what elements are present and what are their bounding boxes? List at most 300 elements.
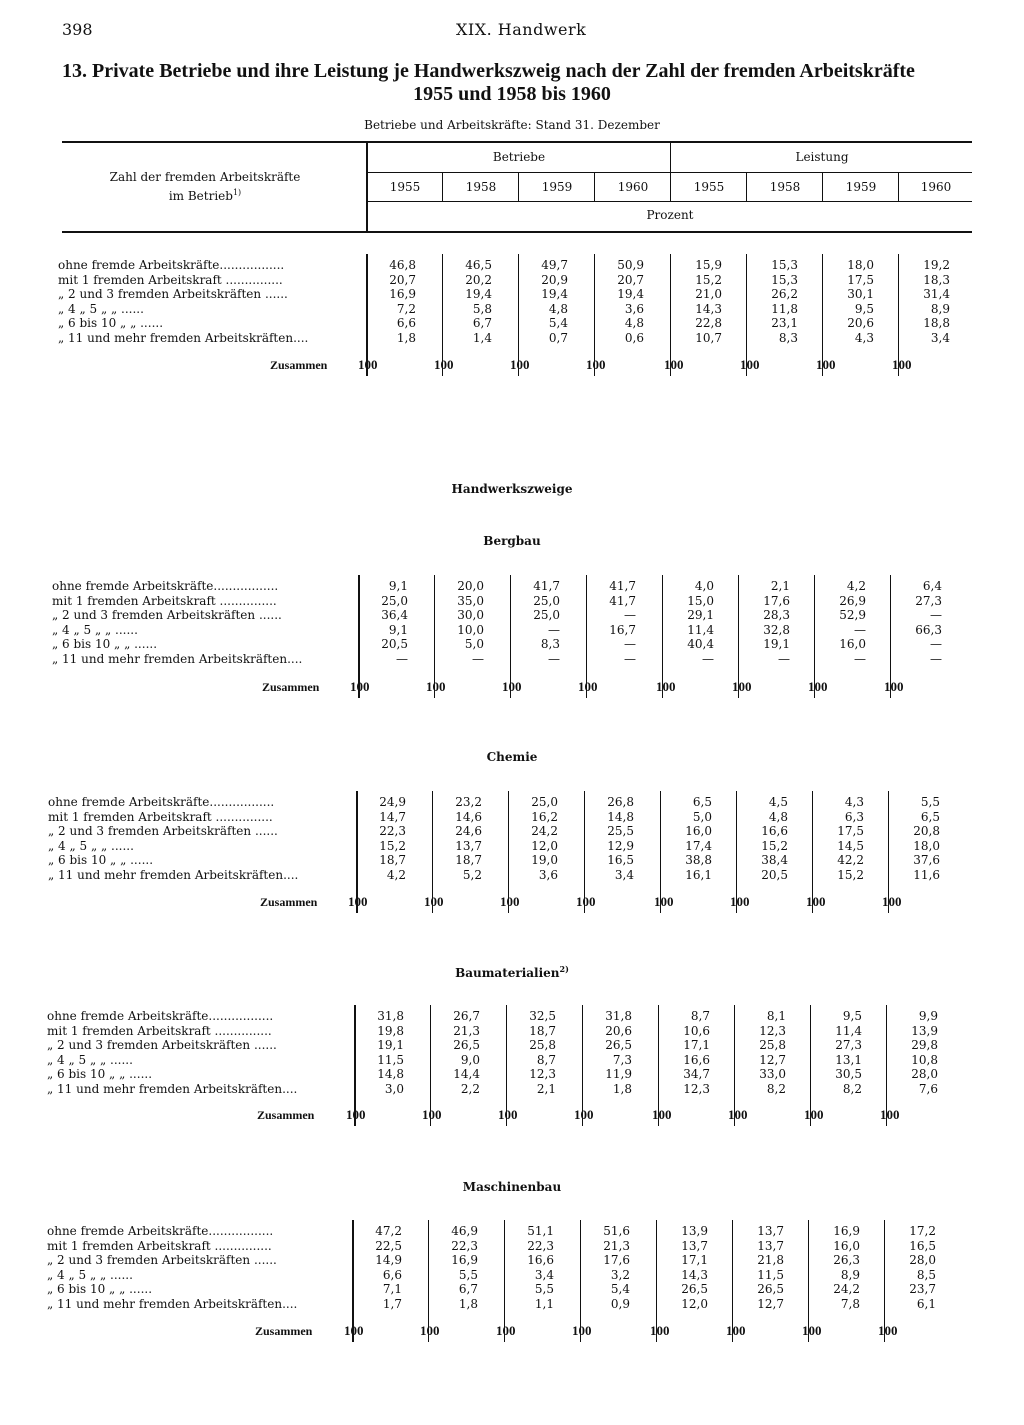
table-cell: 17,2	[909, 1224, 936, 1238]
table-cell: 12,0	[531, 838, 558, 853]
table-cell: 12,3	[759, 1023, 786, 1038]
total-cell: 100	[578, 679, 598, 694]
table-cell: 30,0	[457, 608, 484, 622]
table-row	[0, 868, 1024, 882]
subsection-heading: Handwerkszweige	[451, 482, 573, 496]
section-title	[0, 1180, 1024, 1194]
table-cell: 5,4	[548, 316, 568, 330]
table-cell: 11,4	[687, 622, 714, 637]
header-divider	[746, 173, 747, 201]
table-cell: 2,2	[460, 1081, 480, 1096]
total-cell: 100	[426, 679, 446, 694]
table-cell: 7,3	[612, 1052, 632, 1067]
year-header: 1959	[541, 180, 573, 194]
table-cell: 5,5	[534, 1282, 554, 1296]
row-label-header-line2: im Betrieb	[168, 189, 233, 203]
table-cell: 16,2	[531, 809, 558, 824]
table-row	[0, 258, 1024, 272]
table-row	[0, 652, 1024, 666]
table-cell: —	[396, 651, 408, 666]
table-cell: 1,1	[534, 1296, 554, 1311]
table-cell: 25,8	[759, 1038, 786, 1052]
total-cell: 100	[652, 1107, 672, 1122]
year-header: 1955	[693, 180, 725, 194]
table-cell: 51,6	[603, 1224, 630, 1238]
table-cell: 6,7	[472, 316, 492, 330]
total-cell: 100	[574, 1107, 594, 1122]
table-cell: 4,8	[768, 809, 788, 824]
row-label: „ 4 „ 5 „ „ ......	[47, 1052, 133, 1067]
table-cell: 5,0	[464, 637, 484, 651]
table-row	[0, 287, 1024, 301]
total-row	[0, 680, 1024, 694]
table-row	[0, 316, 1024, 330]
row-label: „ 2 und 3 fremden Arbeitskräften ......	[48, 824, 278, 838]
table-cell: 18,7	[379, 853, 406, 867]
table-cell: 6,1	[916, 1296, 936, 1311]
total-cell: 100	[650, 1323, 670, 1338]
table-cell: 6,4	[922, 579, 942, 593]
table-cell: 9,5	[854, 301, 874, 316]
table-cell: —	[548, 651, 560, 666]
table-cell: 50,9	[617, 258, 644, 272]
row-label: ohne fremde Arbeitskräfte.................	[52, 579, 279, 593]
table-cell: 16,0	[839, 637, 866, 651]
table-cell: 5,5	[458, 1267, 478, 1282]
table-cell: 26,5	[453, 1038, 480, 1052]
table-cell: 12,7	[757, 1296, 784, 1311]
total-cell: 100	[420, 1323, 440, 1338]
total-cell: 100	[892, 357, 912, 372]
table-cell: 26,8	[607, 795, 634, 809]
table-cell: 2,1	[770, 579, 790, 593]
table-cell: 6,5	[920, 809, 940, 824]
table-cell: 11,9	[605, 1067, 632, 1081]
section-title	[0, 964, 1024, 980]
table-row	[0, 810, 1024, 824]
total-cell: 100	[498, 1107, 518, 1122]
footnote-marker: 2)	[559, 964, 569, 974]
row-label: „ 2 und 3 fremden Arbeitskräften ......	[47, 1253, 277, 1267]
header-divider	[594, 173, 595, 201]
table-cell: 8,3	[778, 330, 798, 345]
table-title-years: 1955 und 1958 bis 1960	[413, 83, 611, 105]
total-cell: 100	[728, 1107, 748, 1122]
table-cell: 20,5	[761, 867, 788, 882]
table-cell: 6,6	[396, 316, 416, 330]
year-header: 1959	[845, 180, 877, 194]
table-cell: 10,8	[911, 1052, 938, 1067]
table-cell: 19,1	[763, 637, 790, 651]
table-cell: 51,1	[527, 1224, 554, 1238]
table-cell: 49,7	[541, 258, 568, 272]
table-cell: 15,3	[771, 258, 798, 272]
table-cell: 4,3	[844, 795, 864, 809]
total-cell: 100	[350, 679, 370, 694]
row-label: „ 6 bis 10 „ „ ......	[52, 637, 158, 651]
total-cell: 100	[496, 1323, 516, 1338]
table-row	[0, 1253, 1024, 1267]
table-row	[0, 623, 1024, 637]
table-cell: 7,2	[396, 301, 416, 316]
table-cell: 14,9	[375, 1253, 402, 1267]
table-cell: 16,9	[389, 287, 416, 301]
table-cell: —	[930, 651, 942, 666]
table-row	[0, 1082, 1024, 1096]
table-cell: 46,8	[389, 258, 416, 272]
table-cell: 20,5	[381, 637, 408, 651]
table-cell: 31,8	[605, 1009, 632, 1023]
total-label: Zusammen	[260, 895, 318, 909]
table-row	[0, 1024, 1024, 1038]
table-cell: 26,3	[833, 1253, 860, 1267]
table-cell: 9,5	[842, 1009, 862, 1023]
table-cell: 14,3	[681, 1267, 708, 1282]
table-cell: 5,8	[472, 301, 492, 316]
table-cell: 20,2	[465, 272, 492, 287]
table-cell: 25,0	[533, 608, 560, 622]
table-cell: 15,2	[761, 838, 788, 853]
table-cell: 4,8	[548, 301, 568, 316]
unit-label: Prozent	[646, 208, 694, 222]
table-cell: 3,2	[610, 1267, 630, 1282]
total-cell: 100	[730, 894, 750, 909]
table-cell: 5,0	[692, 809, 712, 824]
table-cell: 16,6	[527, 1253, 554, 1267]
table-cell: 12,9	[607, 838, 634, 853]
table-cell: 6,3	[844, 809, 864, 824]
table-cell: 22,3	[379, 824, 406, 838]
table-subtitle: Betriebe und Arbeitskräfte: Stand 31. Dezember	[364, 118, 660, 132]
total-label: Zusammen	[257, 1108, 315, 1122]
table-cell: 13,7	[681, 1238, 708, 1253]
table-cell: 16,0	[833, 1238, 860, 1253]
header-top-rule	[62, 141, 972, 143]
header-divider	[822, 173, 823, 201]
table-cell: 17,6	[603, 1253, 630, 1267]
table-cell: 32,8	[763, 622, 790, 637]
year-header: 1958	[465, 180, 497, 194]
table-cell: 17,5	[847, 272, 874, 287]
year-header: 1960	[617, 180, 649, 194]
total-cell: 100	[344, 1323, 364, 1338]
table-cell: 25,5	[607, 824, 634, 838]
table-cell: 10,0	[457, 622, 484, 637]
table-cell: 18,0	[847, 258, 874, 272]
table-cell: 41,7	[533, 579, 560, 593]
total-cell: 100	[510, 357, 530, 372]
table-cell: 23,2	[455, 795, 482, 809]
table-cell: 26,7	[453, 1009, 480, 1023]
table-cell: 42,2	[837, 853, 864, 867]
table-cell: 24,9	[379, 795, 406, 809]
table-cell: 41,7	[609, 579, 636, 593]
table-cell: 26,2	[771, 287, 798, 301]
table-row	[0, 1067, 1024, 1081]
section-title-text: Bergbau	[483, 534, 541, 548]
table-cell: 26,5	[605, 1038, 632, 1052]
section-title	[0, 750, 1024, 764]
total-cell: 100	[654, 894, 674, 909]
header-divider	[518, 173, 519, 201]
table-cell: 31,8	[377, 1009, 404, 1023]
table-cell: 27,3	[835, 1038, 862, 1052]
table-cell: 35,0	[457, 593, 484, 608]
table-cell: 29,8	[911, 1038, 938, 1052]
total-cell: 100	[572, 1323, 592, 1338]
row-label: ohne fremde Arbeitskräfte.................	[58, 258, 285, 272]
table-cell: 5,5	[920, 795, 940, 809]
total-label: Zusammen	[270, 358, 328, 372]
row-label: „ 6 bis 10 „ „ ......	[47, 1067, 153, 1081]
total-label: Zusammen	[255, 1324, 313, 1338]
table-cell: 17,5	[837, 824, 864, 838]
table-cell: 38,4	[761, 853, 788, 867]
table-cell: —	[472, 651, 484, 666]
table-cell: 37,6	[913, 853, 940, 867]
table-cell: 17,1	[683, 1038, 710, 1052]
row-label: mit 1 fremden Arbeitskraft ...............	[47, 1023, 272, 1038]
table-cell: 33,0	[759, 1067, 786, 1081]
total-cell: 100	[664, 357, 684, 372]
table-cell: 17,4	[685, 838, 712, 853]
table-cell: 26,9	[839, 593, 866, 608]
table-cell: 20,9	[541, 272, 568, 287]
table-cell: 14,7	[379, 809, 406, 824]
group-leistung: Leistung	[795, 150, 849, 164]
table-cell: 16,9	[451, 1253, 478, 1267]
table-cell: 15,2	[695, 272, 722, 287]
table-cell: 14,5	[837, 838, 864, 853]
table-cell: 36,4	[381, 608, 408, 622]
table-cell: 16,7	[609, 622, 636, 637]
row-label: „ 6 bis 10 „ „ ......	[47, 1282, 153, 1296]
row-label: „ 6 bis 10 „ „ ......	[58, 316, 164, 330]
table-cell: 7,6	[918, 1081, 938, 1096]
table-cell: 13,9	[681, 1224, 708, 1238]
table-cell: 38,8	[685, 853, 712, 867]
table-cell: 40,4	[687, 637, 714, 651]
row-label: „ 2 und 3 fremden Arbeitskräften ......	[47, 1038, 277, 1052]
row-label: „ 11 und mehr fremden Arbeitskräften....	[48, 867, 299, 882]
table-cell: 19,1	[377, 1038, 404, 1052]
table-cell: 31,4	[923, 287, 950, 301]
table-cell: 4,8	[624, 316, 644, 330]
row-label: „ 6 bis 10 „ „ ......	[48, 853, 154, 867]
table-cell: 17,1	[681, 1253, 708, 1267]
table-cell: —	[778, 651, 790, 666]
row-label: „ 2 und 3 fremden Arbeitskräften ......	[52, 608, 282, 622]
row-label: „ 4 „ 5 „ „ ......	[47, 1267, 133, 1282]
header-divider	[442, 173, 443, 201]
row-label: ohne fremde Arbeitskräfte.................	[47, 1224, 274, 1238]
table-cell: 47,2	[375, 1224, 402, 1238]
table-cell: 10,7	[695, 330, 722, 345]
table-cell: 13,9	[911, 1023, 938, 1038]
table-cell: 0,9	[610, 1296, 630, 1311]
table-cell: 27,3	[915, 593, 942, 608]
table-cell: 23,7	[909, 1282, 936, 1296]
total-cell: 100	[806, 894, 826, 909]
table-cell: 6,5	[692, 795, 712, 809]
total-cell: 100	[740, 357, 760, 372]
table-row	[0, 273, 1024, 287]
table-cell: 46,5	[465, 258, 492, 272]
table-cell: 23,1	[771, 316, 798, 330]
table-cell: 1,7	[382, 1296, 402, 1311]
table-cell: 7,1	[382, 1282, 402, 1296]
table-cell: 25,0	[381, 593, 408, 608]
total-cell: 100	[884, 679, 904, 694]
table-cell: 14,3	[695, 301, 722, 316]
table-cell: 19,4	[617, 287, 644, 301]
table-cell: 14,6	[455, 809, 482, 824]
row-label: „ 11 und mehr fremden Arbeitskräften....	[52, 651, 303, 666]
section-title-text: Chemie	[486, 750, 538, 764]
table-row	[0, 608, 1024, 622]
total-cell: 100	[816, 357, 836, 372]
table-cell: 8,2	[842, 1081, 862, 1096]
table-cell: 15,9	[695, 258, 722, 272]
table-cell: 2,1	[536, 1081, 556, 1096]
table-cell: 20,0	[457, 579, 484, 593]
row-label: ohne fremde Arbeitskräfte.................	[48, 795, 275, 809]
table-cell: 66,3	[915, 622, 942, 637]
table-cell: 13,7	[455, 838, 482, 853]
table-cell: 6,7	[458, 1282, 478, 1296]
table-cell: 8,2	[766, 1081, 786, 1096]
table-cell: 28,0	[911, 1067, 938, 1081]
table-cell: 30,5	[835, 1067, 862, 1081]
table-cell: 25,0	[531, 795, 558, 809]
table-cell: 26,5	[681, 1282, 708, 1296]
row-label: „ 4 „ 5 „ „ ......	[48, 838, 134, 853]
row-label: „ 11 und mehr fremden Arbeitskräften....	[58, 330, 309, 345]
table-cell: 26,5	[757, 1282, 784, 1296]
row-label: mit 1 fremden Arbeitskraft ...............	[48, 809, 273, 824]
total-cell: 100	[576, 894, 596, 909]
table-cell: 16,6	[683, 1052, 710, 1067]
table-row	[0, 1009, 1024, 1023]
total-cell: 100	[586, 357, 606, 372]
table-row	[0, 795, 1024, 809]
page-number: 398	[62, 20, 93, 39]
table-cell: 16,5	[607, 853, 634, 867]
table-row	[0, 302, 1024, 316]
table-cell: 0,6	[624, 330, 644, 345]
table-cell: —	[624, 651, 636, 666]
table-row	[0, 579, 1024, 593]
group-betriebe: Betriebe	[492, 150, 546, 164]
table-cell: 8,7	[690, 1009, 710, 1023]
table-cell: 19,8	[377, 1023, 404, 1038]
total-cell: 100	[808, 679, 828, 694]
table-row	[0, 853, 1024, 867]
table-cell: 20,8	[913, 824, 940, 838]
table-cell: 4,2	[386, 867, 406, 882]
table-cell: 3,4	[534, 1267, 554, 1282]
table-title: 13. Private Betriebe und ihre Leistung je Handwerkszweig nach der Zahl der fremden Arbeitskräfte	[62, 60, 915, 82]
table-cell: 0,7	[548, 330, 568, 345]
table-cell: 8,9	[840, 1267, 860, 1282]
row-label: „ 2 und 3 fremden Arbeitskräften ......	[58, 287, 288, 301]
table-cell: 16,0	[685, 824, 712, 838]
total-cell: 100	[882, 894, 902, 909]
section-title-text: Maschinenbau	[462, 1180, 562, 1194]
table-cell: 3,6	[624, 301, 644, 316]
table-cell: 3,4	[930, 330, 950, 345]
table-cell: 19,0	[531, 853, 558, 867]
chapter-title: XIX. Handwerk	[456, 20, 587, 39]
table-cell: 22,5	[375, 1238, 402, 1253]
total-cell: 100	[502, 679, 522, 694]
table-cell: 1,8	[396, 330, 416, 345]
table-row	[0, 331, 1024, 345]
table-cell: 9,9	[918, 1009, 938, 1023]
table-row	[0, 824, 1024, 838]
table-cell: 15,0	[687, 593, 714, 608]
table-cell: 29,1	[687, 608, 714, 622]
table-cell: 34,7	[683, 1067, 710, 1081]
table-cell: 24,2	[833, 1282, 860, 1296]
table-row	[0, 1038, 1024, 1052]
table-cell: 10,6	[683, 1023, 710, 1038]
table-cell: 11,6	[913, 867, 940, 882]
table-cell: 11,5	[377, 1052, 404, 1067]
table-cell: 41,7	[609, 593, 636, 608]
table-cell: 4,5	[768, 795, 788, 809]
table-cell: 20,6	[847, 316, 874, 330]
table-cell: —	[930, 608, 942, 622]
table-cell: 21,0	[695, 287, 722, 301]
total-cell: 100	[802, 1323, 822, 1338]
table-cell: —	[624, 637, 636, 651]
row-label: mit 1 fremden Arbeitskraft ...............	[58, 272, 283, 287]
total-cell: 100	[424, 894, 444, 909]
table-cell: 9,1	[388, 622, 408, 637]
table-cell: 11,4	[835, 1023, 862, 1038]
table-cell: 19,4	[465, 287, 492, 301]
table-cell: 8,5	[916, 1267, 936, 1282]
header-divider	[670, 143, 671, 201]
total-cell: 100	[358, 357, 378, 372]
table-cell: 1,4	[472, 330, 492, 345]
table-cell: 18,8	[923, 316, 950, 330]
table-cell: 1,8	[458, 1296, 478, 1311]
table-cell: 28,0	[909, 1253, 936, 1267]
row-label-header	[90, 170, 320, 204]
total-row	[0, 1324, 1024, 1338]
table-cell: 11,8	[771, 301, 798, 316]
table-cell: 1,8	[612, 1081, 632, 1096]
table-cell: 22,3	[451, 1238, 478, 1253]
table-cell: 25,0	[533, 593, 560, 608]
table-row	[0, 1053, 1024, 1067]
table-cell: 21,3	[453, 1023, 480, 1038]
table-cell: 3,0	[384, 1081, 404, 1096]
total-cell: 100	[348, 894, 368, 909]
table-cell: 12,3	[529, 1067, 556, 1081]
total-cell: 100	[726, 1323, 746, 1338]
table-cell: 8,7	[536, 1052, 556, 1067]
total-cell: 100	[732, 679, 752, 694]
table-cell: 18,0	[913, 838, 940, 853]
header-bottom-rule	[62, 231, 972, 233]
total-label: Zusammen	[262, 680, 320, 694]
table-row	[0, 594, 1024, 608]
row-label: „ 11 und mehr fremden Arbeitskräften....	[47, 1081, 298, 1096]
table-cell: 8,3	[540, 637, 560, 651]
